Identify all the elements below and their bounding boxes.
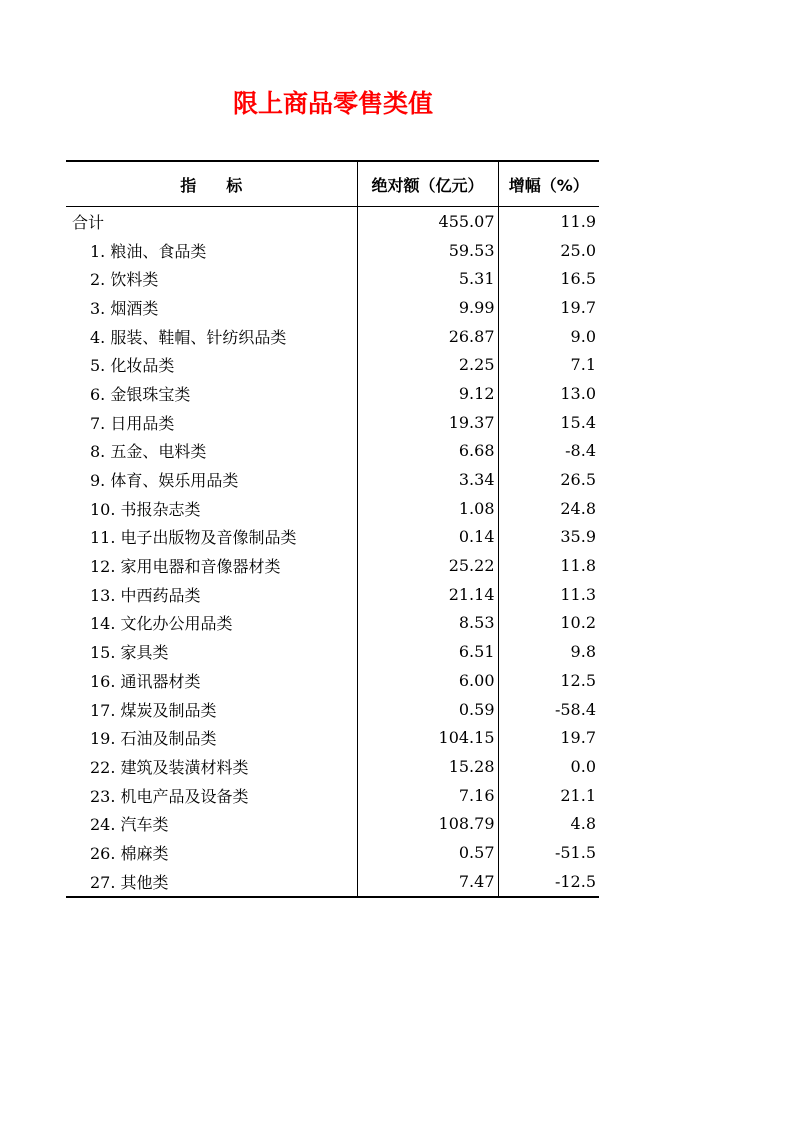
row-amount: 0.14 xyxy=(357,523,498,552)
row-amount: 25.22 xyxy=(357,551,498,580)
table-row xyxy=(66,523,599,552)
table-row xyxy=(66,350,599,379)
table-row xyxy=(66,580,599,609)
row-name: 7. 日用品类 xyxy=(90,413,175,433)
row-growth: 9.0 xyxy=(498,322,599,351)
row-amount: 455.07 xyxy=(357,207,498,236)
row-name: 6. 金银珠宝类 xyxy=(90,384,191,404)
table-row xyxy=(66,408,599,437)
row-name: 9. 体育、娱乐用品类 xyxy=(90,471,239,491)
row-amount: 104.15 xyxy=(357,723,498,752)
row-amount: 5.31 xyxy=(357,264,498,293)
row-growth: 10.2 xyxy=(498,609,599,638)
column-header-indicator xyxy=(66,161,357,207)
row-name: 合计 xyxy=(72,212,105,232)
row-amount: 0.57 xyxy=(357,838,498,867)
row-amount: 6.51 xyxy=(357,637,498,666)
table-row xyxy=(66,379,599,408)
row-growth: 21.1 xyxy=(498,781,599,810)
row-name: 4. 服装、鞋帽、针纺织品类 xyxy=(90,327,287,347)
row-amount: 8.53 xyxy=(357,609,498,638)
row-amount: 6.00 xyxy=(357,666,498,695)
table-row xyxy=(66,465,599,494)
table-row xyxy=(66,609,599,638)
row-amount: 7.16 xyxy=(357,781,498,810)
row-name: 27. 其他类 xyxy=(66,867,357,897)
row-name: 13. 中西药品类 xyxy=(90,585,201,605)
row-name: 14. 文化办公用品类 xyxy=(90,614,233,634)
table-row xyxy=(66,666,599,695)
row-name: 2. 饮料类 xyxy=(90,270,159,290)
row-growth: 25.0 xyxy=(498,236,599,265)
row-name: 17. 煤炭及制品类 xyxy=(90,700,217,720)
row-growth: 7.1 xyxy=(498,350,599,379)
row-growth: -12.5 xyxy=(498,867,599,897)
row-name: 3. 烟酒类 xyxy=(90,298,159,318)
row-name: 26. 棉麻类 xyxy=(90,843,169,863)
row-amount: 9.12 xyxy=(357,379,498,408)
row-amount: 7.47 xyxy=(357,867,498,897)
table-row xyxy=(66,207,599,236)
column-header-growth: 增幅（%） xyxy=(498,161,599,207)
row-amount: 59.53 xyxy=(357,236,498,265)
row-growth: -8.4 xyxy=(498,437,599,466)
row-growth: 19.7 xyxy=(498,723,599,752)
table-row xyxy=(66,838,599,867)
table-row xyxy=(66,293,599,322)
row-name: 5. 化妆品类 xyxy=(90,356,175,376)
row-amount: 19.37 xyxy=(357,408,498,437)
row-growth: 16.5 xyxy=(498,264,599,293)
row-growth: 12.5 xyxy=(498,666,599,695)
table-row xyxy=(66,494,599,523)
row-growth: 26.5 xyxy=(498,465,599,494)
row-name: 23. 机电产品及设备类 xyxy=(90,786,249,806)
table-row xyxy=(66,781,599,810)
row-name: 15. 家具类 xyxy=(90,643,169,663)
row-growth: 24.8 xyxy=(498,494,599,523)
row-growth: 19.7 xyxy=(498,293,599,322)
row-amount: 108.79 xyxy=(357,809,498,838)
row-growth: 13.0 xyxy=(498,379,599,408)
row-amount: 9.99 xyxy=(357,293,498,322)
row-amount: 1.08 xyxy=(357,494,498,523)
column-header-amount: 绝对额（亿元） xyxy=(357,161,498,207)
row-name: 1. 粮油、食品类 xyxy=(90,241,207,261)
row-growth: 11.3 xyxy=(498,580,599,609)
row-amount: 0.59 xyxy=(357,695,498,724)
table-row xyxy=(66,437,599,466)
table-row xyxy=(66,752,599,781)
table-row xyxy=(66,723,599,752)
row-amount: 21.14 xyxy=(357,580,498,609)
row-amount: 6.68 xyxy=(357,437,498,466)
row-amount: 26.87 xyxy=(357,322,498,351)
row-growth: 15.4 xyxy=(498,408,599,437)
row-growth: 11.9 xyxy=(498,207,599,236)
header-indicator-part1: 指 xyxy=(180,175,197,195)
row-amount: 2.25 xyxy=(357,350,498,379)
row-name: 12. 家用电器和音像器材类 xyxy=(90,557,281,577)
table-row xyxy=(66,236,599,265)
row-name: 11. 电子出版物及音像制品类 xyxy=(90,528,297,548)
table-row xyxy=(66,809,599,838)
table-row xyxy=(66,637,599,666)
row-growth: 9.8 xyxy=(498,637,599,666)
retail-sales-table xyxy=(66,160,599,898)
row-growth: 4.8 xyxy=(498,809,599,838)
row-growth: -51.5 xyxy=(498,838,599,867)
row-amount: 15.28 xyxy=(357,752,498,781)
table-row xyxy=(66,322,599,351)
table-header-row xyxy=(66,161,599,207)
table-row xyxy=(66,695,599,724)
row-growth: -58.4 xyxy=(498,695,599,724)
row-name: 10. 书报杂志类 xyxy=(90,499,201,519)
table-row xyxy=(66,264,599,293)
row-name: 24. 汽车类 xyxy=(90,815,169,835)
row-name: 8. 五金、电料类 xyxy=(90,442,207,462)
row-growth: 35.9 xyxy=(498,523,599,552)
table-row xyxy=(66,551,599,580)
header-indicator-part2: 标 xyxy=(226,175,243,195)
row-name: 19. 石油及制品类 xyxy=(90,729,217,749)
row-growth: 11.8 xyxy=(498,551,599,580)
row-name: 22. 建筑及装潢材料类 xyxy=(90,757,249,777)
page-title: 限上商品零售类值 xyxy=(232,89,433,118)
row-growth: 0.0 xyxy=(498,752,599,781)
row-name: 16. 通讯器材类 xyxy=(90,671,201,691)
table-row xyxy=(66,867,599,897)
row-amount: 3.34 xyxy=(357,465,498,494)
